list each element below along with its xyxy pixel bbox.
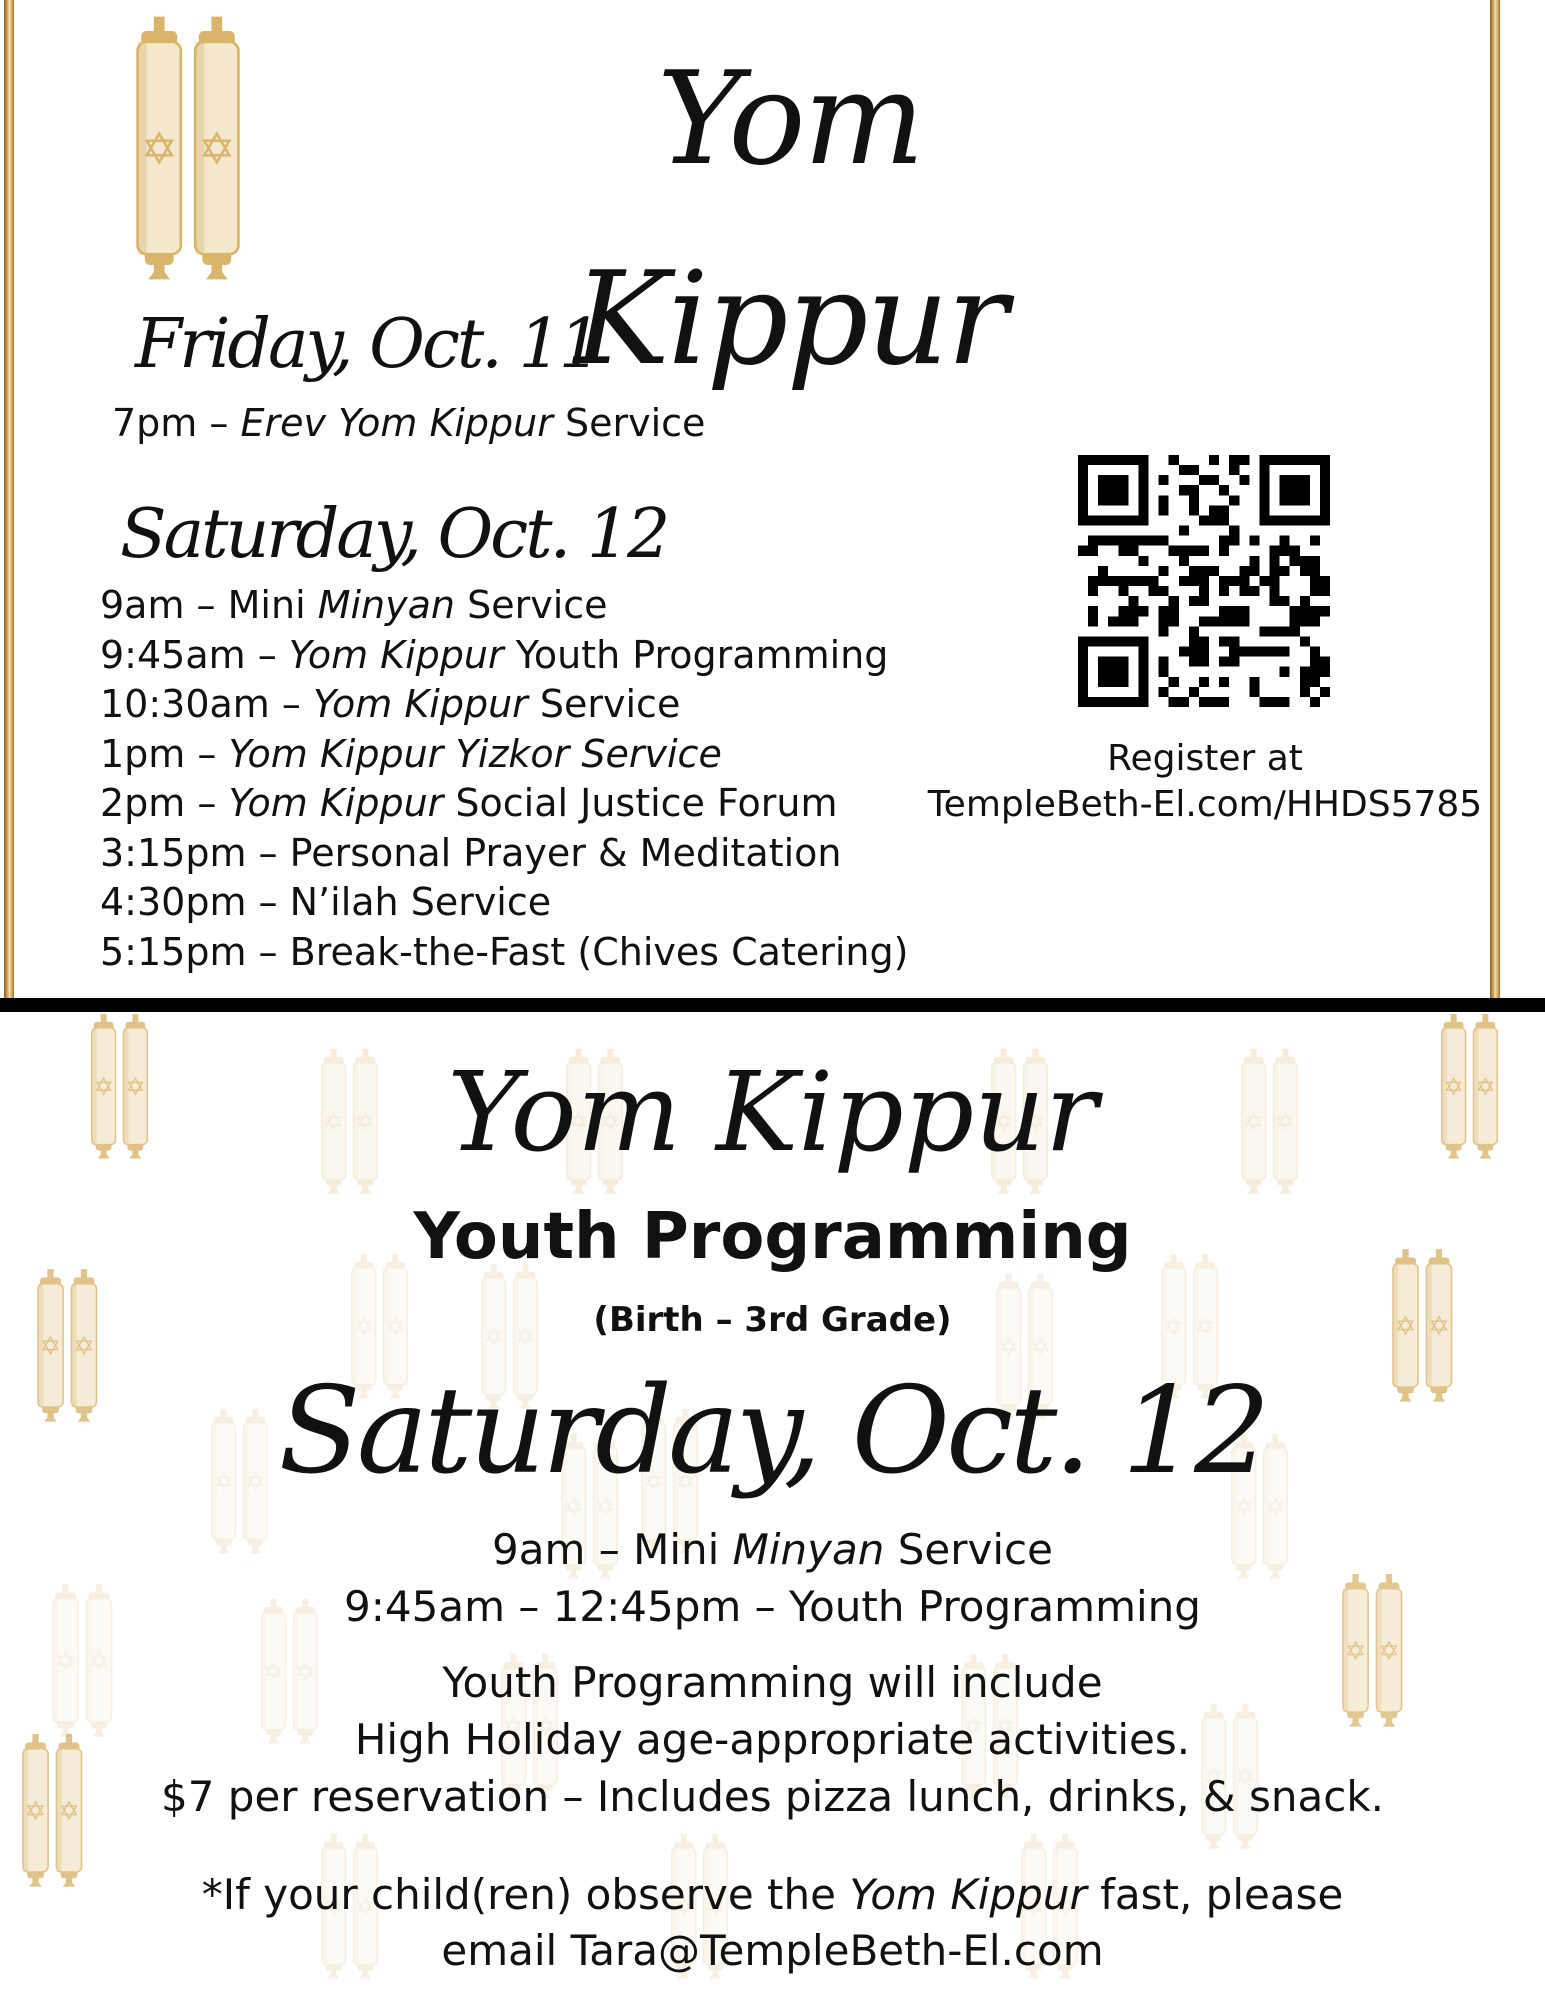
- schedule-item-post: Youth Programming: [503, 632, 889, 677]
- schedule-item-pre: 5:15pm – Break-the-Fast (Chives Catering): [100, 929, 909, 974]
- schedule-item-pre: 10:30am –: [100, 682, 313, 726]
- schedule-item-pre: 2pm –: [100, 781, 229, 825]
- schedule-item-post: Service: [884, 1525, 1053, 1574]
- schedule-item-em: Minyan: [317, 583, 455, 627]
- fast-note-emphasis: Yom Kippur: [849, 1870, 1087, 1919]
- detail-line: $7 per reservation – Includes pizza lunch, drinks, & snack.: [160, 1772, 1384, 1821]
- register-info: [925, 736, 1485, 828]
- register-url[interactable]: TempleBeth-El.com/HHDS5785: [927, 784, 1483, 825]
- schedule-item-em: Yom Kippur Yizkor Service: [228, 731, 722, 776]
- schedule-item-em: Yom Kippur: [288, 632, 504, 677]
- schedule-item-pre: 9:45am –: [100, 632, 289, 677]
- saturday-heading: Saturday, Oct. 12: [120, 495, 668, 574]
- schedule-item: [0, 1579, 1545, 1635]
- detail-line: High Holiday age-appropriate activities.: [354, 1715, 1191, 1764]
- schedule-item: [100, 580, 608, 630]
- schedule-item-em: Erev Yom Kippur: [240, 401, 553, 445]
- schedule-item: [100, 828, 842, 878]
- youth-flyer-date: Saturday, Oct. 12: [278, 1362, 1267, 1501]
- schedule-item-pre: 3:15pm – Personal Prayer & Meditation: [100, 830, 842, 875]
- fast-note-text: *If your child(ren) observe the: [201, 1870, 850, 1919]
- schedule-item: [0, 1522, 1545, 1578]
- left-gold-border: [4, 0, 14, 1000]
- schedule-item-pre: 4:30pm – N’ilah Service: [100, 880, 552, 924]
- youth-programming-flyer: [0, 1012, 1545, 2000]
- flyer-divider: [0, 998, 1545, 1012]
- schedule-item-post: Service: [455, 583, 608, 627]
- torah-scroll-icon: [98, 12, 278, 284]
- schedule-item: [100, 927, 908, 977]
- schedule-item-post: Service: [527, 682, 681, 726]
- friday-heading: Friday, Oct. 11: [135, 305, 600, 384]
- youth-flyer-subtitle: Youth Programming: [413, 1200, 1132, 1274]
- register-label: Register at: [1107, 738, 1303, 779]
- grade-range: (Birth – 3rd Grade): [593, 1300, 952, 1340]
- fast-note-text-end: fast, please: [1086, 1870, 1344, 1919]
- schedule-item-pre: 9am – Mini: [492, 1525, 733, 1574]
- schedule-item-pre: 7pm –: [112, 401, 241, 445]
- detail-line: Youth Programming will include: [442, 1658, 1103, 1707]
- schedule-item-em: Yom Kippur: [312, 682, 528, 726]
- schedule-item: [100, 729, 722, 779]
- schedule-item: [112, 398, 705, 448]
- schedule-item: [100, 877, 551, 927]
- schedule-item-em: Yom Kippur: [228, 781, 444, 825]
- schedule-item: [100, 630, 888, 680]
- right-gold-border: [1490, 0, 1500, 1000]
- schedule-item: [100, 778, 838, 828]
- schedule-item-post: Service: [552, 401, 706, 445]
- qr-code-icon[interactable]: [1078, 455, 1330, 707]
- youth-flyer-title: Yom Kippur: [447, 1048, 1098, 1176]
- schedule-item-post: Social Justice Forum: [443, 781, 838, 825]
- schedule-item-pre: 9:45am – 12:45pm – Youth Programming: [344, 1582, 1201, 1631]
- schedule-item-pre: 1pm –: [100, 731, 229, 776]
- schedule-item-em: Minyan: [732, 1525, 885, 1574]
- contact-email[interactable]: email Tara@TempleBeth-El.com: [441, 1926, 1104, 1975]
- schedule-item-pre: 9am – Mini: [100, 583, 318, 627]
- page-title: Yom Kippur: [573, 45, 1007, 394]
- schedule-item: [100, 679, 680, 729]
- fast-note: [0, 1867, 1545, 1923]
